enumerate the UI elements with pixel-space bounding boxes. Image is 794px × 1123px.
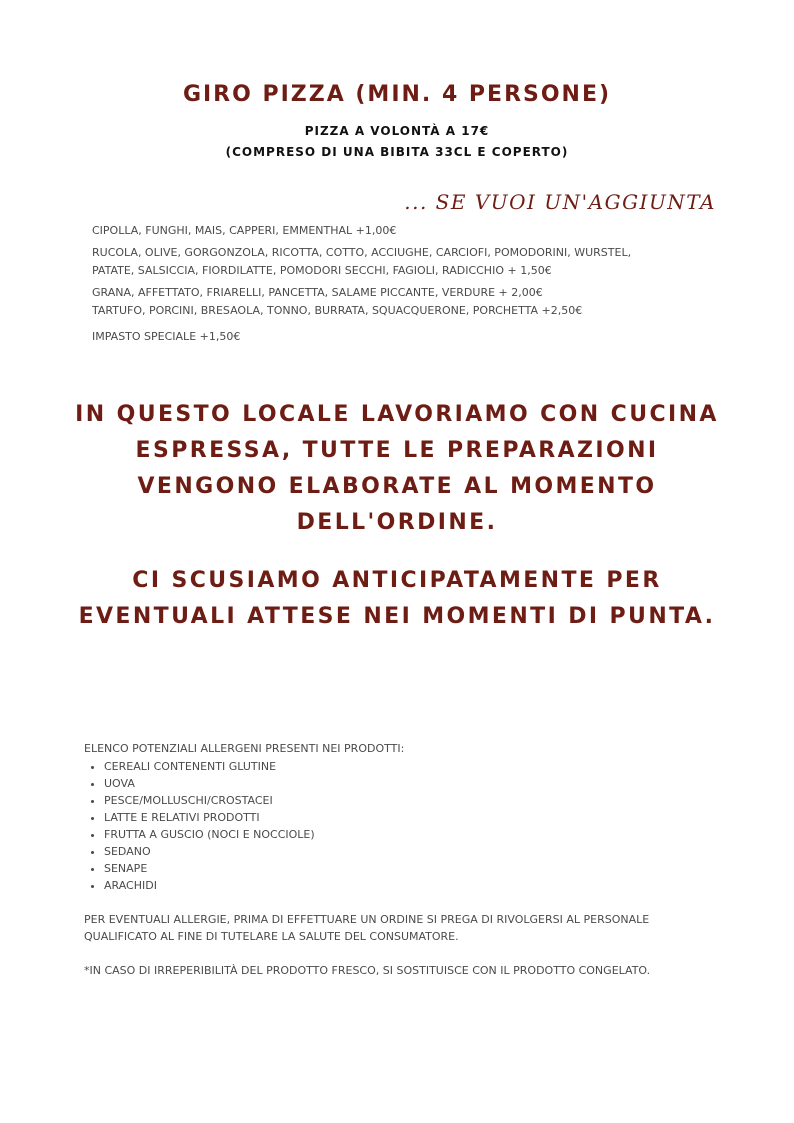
- allergen-item: • UOVA: [104, 775, 724, 792]
- allergy-disclaimer: PER EVENTUALI ALLERGIE, PRIMA DI EFFETTUARE UN ORDINE SI PREGA DI RIVOLGERSI AL PERSONALE QUALIFICATO AL FINE DI TUTELARE LA SALUTE DEL CONSUMATORE.: [84, 913, 650, 943]
- extras-line-250: TARTUFO, PORCINI, BRESAOLA, TONNO, BURRATA, SQUACQUERONE, PORCHETTA +2,50€: [92, 304, 583, 317]
- allergen-item: • SENAPE: [104, 860, 724, 877]
- allergen-item: • PESCE/MOLLUSCHI/CROSTACEI: [104, 792, 724, 809]
- extras-list: [92, 222, 732, 346]
- allergen-item: • ARACHIDI: [104, 877, 724, 894]
- allergen-heading: ELENCO POTENZIALI ALLERGENI PRESENTI NEI PRODOTTI:: [84, 742, 405, 755]
- extras-line-dough: IMPASTO SPECIALE +1,50€: [92, 330, 241, 343]
- frozen-product-note: *IN CASO DI IRREPERIBILITÀ DEL PRODOTTO FRESCO, SI SOSTITUISCE CON IL PRODOTTO CONGELATO.: [84, 964, 651, 977]
- kitchen-notice: IN QUESTO LOCALE LAVORIAMO CON CUCINA ESPRESSA, TUTTE LE PREPARAZIONI VENGONO ELABORATE AL MOMENTO DELL'ORDINE.: [75, 402, 719, 535]
- extras-heading: ... SE VUOI UN'AGGIUNTA: [404, 190, 716, 214]
- allergen-list: [84, 758, 724, 894]
- allergen-item: • CEREALI CONTENENTI GLUTINE: [104, 758, 724, 775]
- extras-line-100: CIPOLLA, FUNGHI, MAIS, CAPPERI, EMMENTHAL +1,00€: [92, 224, 397, 237]
- extras-line-200: GRANA, AFFETTATO, FRIARELLI, PANCETTA, SALAME PICCANTE, VERDURE + 2,00€: [92, 286, 543, 299]
- apology-notice: CI SCUSIAMO ANTICIPATAMENTE PER EVENTUALI ATTESE NEI MOMENTI DI PUNTA.: [78, 568, 716, 629]
- extras-line-150-b: PATATE, SALSICCIA, FIORDILATTE, POMODORI SECCHI, FAGIOLI, RADICCHIO + 1,50€: [92, 264, 552, 277]
- page-title: GIRO PIZZA (MIN. 4 PERSONE): [182, 82, 612, 107]
- price-details: (COMPRESO DI UNA BIBITA 33CL E COPERTO): [225, 145, 569, 159]
- extras-line-150-a: RUCOLA, OLIVE, GORGONZOLA, RICOTTA, COTTO, ACCIUGHE, CARCIOFI, POMODORINI, WURSTEL,: [92, 246, 632, 259]
- price-line: PIZZA A VOLONTÀ A 17€: [304, 124, 490, 138]
- allergen-item: • LATTE E RELATIVI PRODOTTI: [104, 809, 724, 826]
- allergen-item: • FRUTTA A GUSCIO (NOCI E NOCCIOLE): [104, 826, 724, 843]
- allergen-item: • SEDANO: [104, 843, 724, 860]
- allergen-section: [84, 740, 724, 894]
